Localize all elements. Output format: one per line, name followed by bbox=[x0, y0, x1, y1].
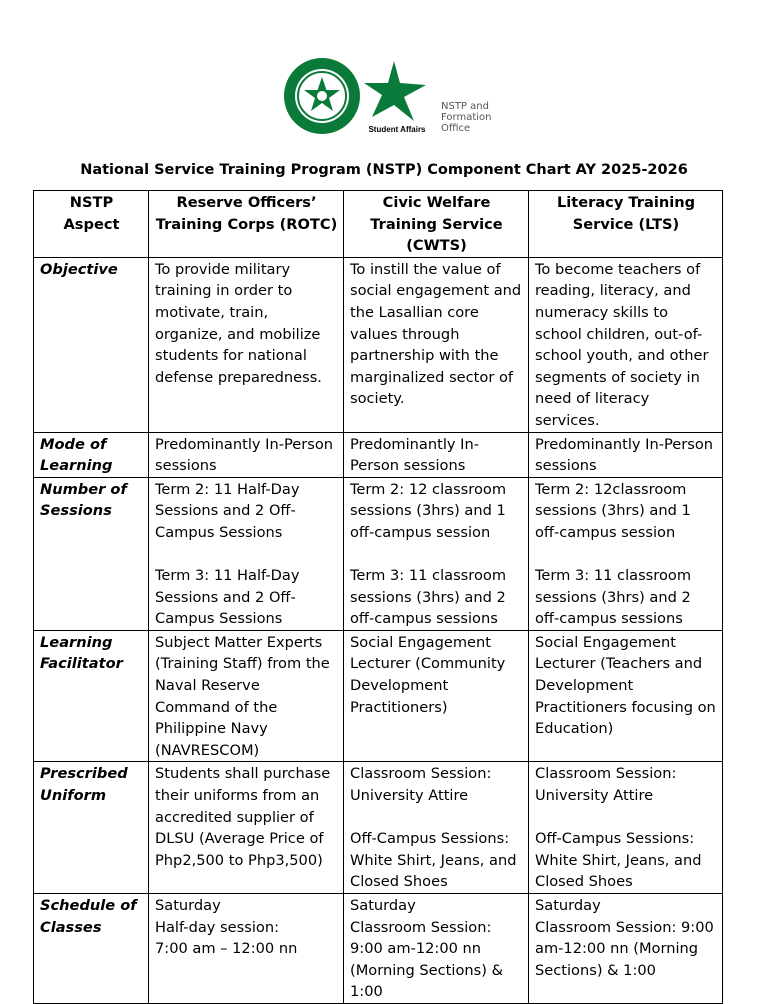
cell-rotc: Predominantly In-Person sessions bbox=[149, 432, 344, 477]
schedule-day: Saturday bbox=[350, 897, 416, 914]
term2-text: Term 2: 12 classroom sessions (3hrs) and 1 off-campus session bbox=[350, 480, 507, 541]
cell-cwts bbox=[344, 477, 529, 630]
aspect-label: Objective bbox=[34, 257, 149, 432]
table-row-objective bbox=[34, 257, 723, 432]
cell-rotc bbox=[149, 894, 344, 1004]
classroom-attire-text: Classroom Session: University Attire bbox=[535, 765, 677, 805]
schedule-time: 7:00 am – 12:00 nn bbox=[155, 940, 298, 958]
cell-lts bbox=[529, 894, 723, 1004]
header-cwts: Civic Welfare Training Service (CWTS) bbox=[344, 191, 529, 258]
term3-text: Term 3: 11 Half-Day Sessions and 2 Off-Campus Sessions bbox=[155, 567, 300, 628]
cell-rotc bbox=[149, 477, 344, 630]
table-row-sessions bbox=[34, 477, 723, 630]
table-row-schedule bbox=[34, 894, 723, 1004]
schedule-session: Half-day session: bbox=[155, 918, 279, 936]
header-rotc: Reserve Officers’ Training Corps (ROTC) bbox=[149, 191, 344, 258]
component-chart-table bbox=[33, 190, 723, 1004]
cell-rotc: Students shall purchase their uniforms from an accredited supplier of DLSU (Average Price of Php2,500 to Php3,500) bbox=[149, 762, 344, 894]
cell-cwts: Social Engagement Lecturer (Community Development Practitioners) bbox=[344, 630, 529, 762]
cell-lts: To become teachers of reading, literacy, and numeracy skills to school children, out-of-school youth, and other segments of society in need of literacy services. bbox=[529, 257, 723, 432]
cell-lts bbox=[529, 762, 723, 894]
cell-rotc: Subject Matter Experts (Training Staff) from the Naval Reserve Command of the Philippine Navy (NAVRESCOM) bbox=[149, 630, 344, 762]
cell-lts bbox=[529, 477, 723, 630]
header-lts: Literacy Training Service (LTS) bbox=[529, 191, 723, 258]
cell-cwts bbox=[344, 894, 529, 1004]
student-affairs-logo bbox=[364, 61, 430, 135]
aspect-label: Prescribed Uniform bbox=[34, 762, 149, 894]
aspect-label: Schedule of Classes bbox=[34, 894, 149, 1004]
header-aspect: NSTP Aspect bbox=[34, 191, 149, 258]
classroom-attire-text: Classroom Session: University Attire bbox=[350, 765, 492, 805]
term2-text: Term 2: 12classroom sessions (3hrs) and 1 off-campus session bbox=[535, 480, 691, 541]
header-logos bbox=[0, 57, 768, 137]
cell-cwts: Predominantly In-Person sessions bbox=[344, 432, 529, 477]
cell-cwts: To instill the value of social engagement and the Lasallian core values through partnership with the marginalized sector of society. bbox=[344, 257, 529, 432]
cell-lts: Social Engagement Lecturer (Teachers and Development Practitioners focusing on Education) bbox=[529, 630, 723, 762]
table-header-row bbox=[34, 191, 723, 258]
schedule-time: Classroom Session: 9:00 am-12:00 nn (Morning Sections) & 1:00 bbox=[535, 918, 714, 979]
aspect-label: Mode of Learning bbox=[34, 432, 149, 477]
cell-lts: Predominantly In-Person sessions bbox=[529, 432, 723, 477]
svg-text:Student Affairs: Student Affairs bbox=[368, 125, 426, 134]
term3-text: Term 3: 11 classroom sessions (3hrs) and 2 off-campus sessions bbox=[350, 567, 507, 628]
term2-text: Term 2: 11 Half-Day Sessions and 2 Off-Campus Sessions bbox=[155, 480, 300, 541]
schedule-day: Saturday bbox=[535, 897, 601, 914]
office-name: NSTP and Formation Office bbox=[441, 101, 492, 134]
university-seal-logo bbox=[283, 57, 361, 135]
table-row-mode bbox=[34, 432, 723, 477]
off-campus-attire-text: Off-Campus Sessions: White Shirt, Jeans, and Closed Shoes bbox=[535, 830, 702, 891]
off-campus-attire-text: Off-Campus Sessions: White Shirt, Jeans, and Closed Shoes bbox=[350, 830, 517, 891]
cell-cwts bbox=[344, 762, 529, 894]
term3-text: Term 3: 11 classroom sessions (3hrs) and 2 off-campus sessions bbox=[535, 567, 692, 628]
table-row-uniform bbox=[34, 762, 723, 894]
cell-rotc: To provide military training in order to motivate, train, organize, and mobilize students for national defense preparedness. bbox=[149, 257, 344, 432]
schedule-time: Classroom Session: 9:00 am-12:00 nn (Morning Sections) & 1:00 bbox=[350, 918, 503, 1001]
document-title: National Service Training Program (NSTP) Component Chart AY 2025-2026 bbox=[80, 162, 688, 178]
aspect-label: Number of Sessions bbox=[34, 477, 149, 630]
schedule-day: Saturday bbox=[155, 897, 221, 914]
table-row-facilitator bbox=[34, 630, 723, 762]
aspect-label: Learning Facilitator bbox=[34, 630, 149, 762]
